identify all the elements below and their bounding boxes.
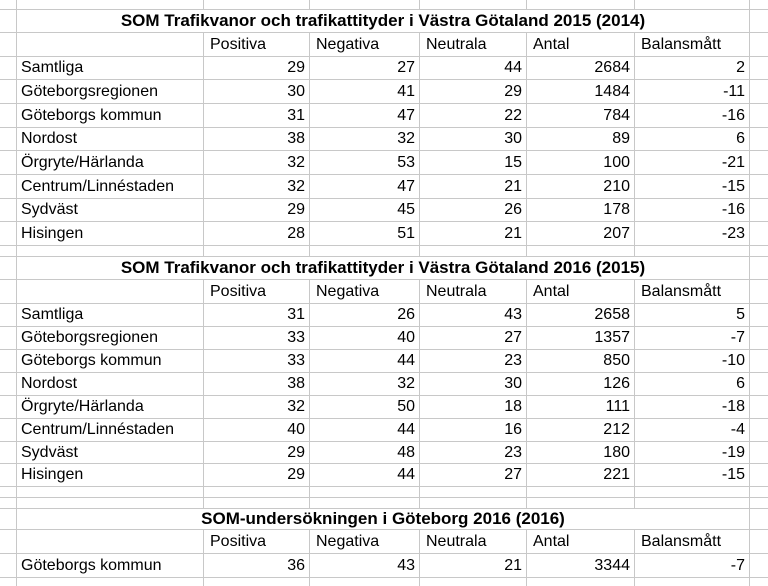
empty-cell	[635, 578, 750, 586]
antal-value-cell[interactable]: 221	[527, 464, 635, 486]
row-label-cell[interactable]: Sydväst	[17, 199, 204, 221]
table-title[interactable]: SOM Trafikvanor och trafikattityder i Västra Götaland 2016 (2015)	[17, 257, 750, 279]
row-label-cell[interactable]: Samtliga	[17, 304, 204, 326]
gutter-cell	[0, 257, 17, 279]
neutrala-value-cell[interactable]: 29	[420, 80, 527, 103]
negativa-value-cell[interactable]: 50	[310, 396, 420, 418]
table-data-row	[0, 104, 768, 128]
row-label-cell[interactable]: Sydväst	[17, 442, 204, 463]
spacer-row	[0, 578, 768, 586]
table-data-row	[0, 80, 768, 104]
balansmatt-value-cell[interactable]: -15	[635, 175, 750, 198]
antal-value-cell[interactable]: 212	[527, 419, 635, 441]
table-title-row	[0, 509, 768, 530]
neutrala-value-cell[interactable]: 26	[420, 199, 527, 221]
header-neutrala[interactable]: Neutrala	[420, 530, 527, 553]
balansmatt-value-cell[interactable]: -11	[635, 80, 750, 103]
table-data-row	[0, 396, 768, 419]
gutter-cell	[0, 104, 17, 127]
gutter-cell	[750, 396, 768, 418]
positiva-value-cell[interactable]: 32	[204, 151, 310, 174]
empty-cell	[310, 487, 420, 497]
header-neutrala[interactable]: Neutrala	[420, 280, 527, 303]
neutrala-value-cell[interactable]: 16	[420, 419, 527, 441]
gutter-cell	[750, 554, 768, 577]
negativa-value-cell[interactable]: 45	[310, 199, 420, 221]
antal-value-cell[interactable]: 850	[527, 350, 635, 372]
balansmatt-value-cell[interactable]: 2	[635, 57, 750, 79]
gutter-cell	[750, 304, 768, 326]
negativa-value-cell[interactable]: 47	[310, 104, 420, 127]
header-positiva[interactable]: Positiva	[204, 280, 310, 303]
balansmatt-value-cell[interactable]: -18	[635, 396, 750, 418]
balansmatt-value-cell[interactable]: -19	[635, 442, 750, 463]
header-antal[interactable]: Antal	[527, 280, 635, 303]
gutter-cell	[750, 350, 768, 372]
gutter-cell	[750, 257, 768, 279]
table-data-row	[0, 350, 768, 373]
row-label-cell[interactable]: Centrum/Linnéstaden	[17, 419, 204, 441]
gutter-cell	[0, 10, 17, 32]
table-data-row	[0, 464, 768, 487]
positiva-value-cell[interactable]: 29	[204, 57, 310, 79]
negativa-value-cell[interactable]: 32	[310, 128, 420, 150]
table-data-row	[0, 304, 768, 327]
empty-cell	[17, 487, 204, 497]
row-label-cell[interactable]: Hisingen	[17, 222, 204, 245]
positiva-value-cell[interactable]: 29	[204, 199, 310, 221]
negativa-value-cell[interactable]: 48	[310, 442, 420, 463]
positiva-value-cell[interactable]: 38	[204, 373, 310, 395]
empty-cell	[204, 487, 310, 497]
empty-cell	[635, 0, 750, 9]
row-label-cell[interactable]: Nordost	[17, 128, 204, 150]
empty-cell	[420, 0, 527, 9]
balansmatt-value-cell[interactable]: -21	[635, 151, 750, 174]
empty-cell	[420, 246, 527, 256]
empty-cell	[420, 498, 527, 508]
table-data-row	[0, 175, 768, 199]
empty-cell[interactable]	[17, 280, 204, 303]
spacer-row	[0, 487, 768, 498]
negativa-value-cell[interactable]: 32	[310, 373, 420, 395]
gutter-cell	[750, 104, 768, 127]
gutter-cell	[0, 419, 17, 441]
header-antal[interactable]: Antal	[527, 530, 635, 553]
negativa-value-cell[interactable]: 27	[310, 57, 420, 79]
antal-value-cell[interactable]: 89	[527, 128, 635, 150]
gutter-cell	[0, 509, 17, 529]
gutter-cell	[0, 373, 17, 395]
positiva-value-cell[interactable]: 33	[204, 350, 310, 372]
row-label-cell[interactable]: Nordost	[17, 373, 204, 395]
spacer-row	[0, 246, 768, 257]
gutter-cell	[0, 57, 17, 79]
antal-value-cell[interactable]: 126	[527, 373, 635, 395]
balansmatt-value-cell[interactable]: 6	[635, 128, 750, 150]
antal-value-cell[interactable]: 1484	[527, 80, 635, 103]
antal-value-cell[interactable]: 178	[527, 199, 635, 221]
positiva-value-cell[interactable]: 31	[204, 304, 310, 326]
empty-cell	[750, 578, 768, 586]
row-label-cell[interactable]: Göteborgsregionen	[17, 327, 204, 349]
empty-cell	[750, 487, 768, 497]
empty-cell	[527, 246, 635, 256]
gutter-cell	[750, 57, 768, 79]
balansmatt-value-cell[interactable]: -16	[635, 104, 750, 127]
gutter-cell	[0, 280, 17, 303]
empty-cell[interactable]	[17, 530, 204, 553]
neutrala-value-cell[interactable]: 43	[420, 304, 527, 326]
balansmatt-value-cell[interactable]: -7	[635, 554, 750, 577]
table-data-row	[0, 57, 768, 80]
gutter-cell	[0, 304, 17, 326]
row-label-cell[interactable]: Göteborgsregionen	[17, 80, 204, 103]
gutter-cell	[0, 464, 17, 486]
table-data-row	[0, 199, 768, 222]
balansmatt-value-cell[interactable]: -4	[635, 419, 750, 441]
table-data-row	[0, 151, 768, 175]
negativa-value-cell[interactable]: 41	[310, 80, 420, 103]
gutter-cell	[750, 80, 768, 103]
gutter-cell	[750, 222, 768, 245]
antal-value-cell[interactable]: 210	[527, 175, 635, 198]
header-negativa[interactable]: Negativa	[310, 530, 420, 553]
table-title-row	[0, 10, 768, 33]
antal-value-cell[interactable]: 3344	[527, 554, 635, 577]
gutter-cell	[750, 199, 768, 221]
neutrala-value-cell[interactable]: 27	[420, 327, 527, 349]
positiva-value-cell[interactable]: 28	[204, 222, 310, 245]
negativa-value-cell[interactable]: 53	[310, 151, 420, 174]
gutter-cell	[0, 175, 17, 198]
antal-value-cell[interactable]: 207	[527, 222, 635, 245]
row-label-cell[interactable]: Örgryte/Härlanda	[17, 151, 204, 174]
header-negativa[interactable]: Negativa	[310, 33, 420, 56]
table-data-row	[0, 128, 768, 151]
empty-cell	[420, 487, 527, 497]
table-data-row	[0, 554, 768, 578]
empty-cell	[17, 578, 204, 586]
table-data-row	[0, 419, 768, 442]
table-title[interactable]: SOM-undersökningen i Göteborg 2016 (2016)	[17, 509, 750, 529]
negativa-value-cell[interactable]: 47	[310, 175, 420, 198]
empty-cell	[750, 0, 768, 9]
table-title[interactable]: SOM Trafikvanor och trafikattityder i Västra Götaland 2015 (2014)	[17, 10, 750, 32]
gutter-cell	[750, 530, 768, 553]
balansmatt-value-cell[interactable]: -10	[635, 350, 750, 372]
empty-cell	[527, 0, 635, 9]
balansmatt-value-cell[interactable]: 5	[635, 304, 750, 326]
gutter-cell	[750, 419, 768, 441]
antal-value-cell[interactable]: 784	[527, 104, 635, 127]
balansmatt-value-cell[interactable]: -23	[635, 222, 750, 245]
row-label-cell[interactable]: Göteborgs kommun	[17, 554, 204, 577]
neutrala-value-cell[interactable]: 23	[420, 442, 527, 463]
empty-cell	[420, 578, 527, 586]
negativa-value-cell[interactable]: 44	[310, 419, 420, 441]
table-title-row	[0, 257, 768, 280]
antal-value-cell[interactable]: 1357	[527, 327, 635, 349]
negativa-value-cell[interactable]: 40	[310, 327, 420, 349]
neutrala-value-cell[interactable]: 21	[420, 222, 527, 245]
neutrala-value-cell[interactable]: 23	[420, 350, 527, 372]
empty-cell[interactable]	[17, 33, 204, 56]
empty-cell	[635, 246, 750, 256]
empty-cell	[0, 487, 17, 497]
gutter-cell	[0, 442, 17, 463]
neutrala-value-cell[interactable]: 30	[420, 373, 527, 395]
empty-cell	[750, 498, 768, 508]
antal-value-cell[interactable]: 2684	[527, 57, 635, 79]
positiva-value-cell[interactable]: 32	[204, 396, 310, 418]
antal-value-cell[interactable]: 180	[527, 442, 635, 463]
gutter-cell	[0, 151, 17, 174]
gutter-cell	[0, 327, 17, 349]
empty-cell	[204, 578, 310, 586]
antal-value-cell[interactable]: 2658	[527, 304, 635, 326]
negativa-value-cell[interactable]: 51	[310, 222, 420, 245]
header-balansmatt[interactable]: Balansmått	[635, 33, 750, 56]
gutter-cell	[750, 373, 768, 395]
gutter-cell	[750, 10, 768, 32]
header-balansmatt[interactable]: Balansmått	[635, 280, 750, 303]
empty-cell	[204, 498, 310, 508]
row-label-cell[interactable]: Centrum/Linnéstaden	[17, 175, 204, 198]
balansmatt-value-cell[interactable]: 6	[635, 373, 750, 395]
row-label-cell[interactable]: Hisingen	[17, 464, 204, 486]
empty-cell	[0, 578, 17, 586]
gutter-cell	[750, 128, 768, 150]
gutter-cell	[0, 199, 17, 221]
positiva-value-cell[interactable]: 29	[204, 464, 310, 486]
neutrala-value-cell[interactable]: 18	[420, 396, 527, 418]
gutter-cell	[0, 80, 17, 103]
neutrala-value-cell[interactable]: 21	[420, 175, 527, 198]
spacer-row	[0, 0, 768, 10]
negativa-value-cell[interactable]: 44	[310, 464, 420, 486]
positiva-value-cell[interactable]: 30	[204, 80, 310, 103]
balansmatt-value-cell[interactable]: -16	[635, 199, 750, 221]
gutter-cell	[750, 151, 768, 174]
gutter-cell	[750, 327, 768, 349]
positiva-value-cell[interactable]: 32	[204, 175, 310, 198]
row-label-cell[interactable]: Göteborgs kommun	[17, 104, 204, 127]
empty-cell	[310, 246, 420, 256]
gutter-cell	[750, 464, 768, 486]
table-data-row	[0, 373, 768, 396]
gutter-cell	[750, 509, 768, 529]
gutter-cell	[750, 33, 768, 56]
row-label-cell[interactable]: Örgryte/Härlanda	[17, 396, 204, 418]
balansmatt-value-cell[interactable]: -7	[635, 327, 750, 349]
gutter-cell	[0, 530, 17, 553]
gutter-cell	[0, 396, 17, 418]
empty-cell	[527, 498, 635, 508]
header-negativa[interactable]: Negativa	[310, 280, 420, 303]
header-positiva[interactable]: Positiva	[204, 530, 310, 553]
antal-value-cell[interactable]: 100	[527, 151, 635, 174]
neutrala-value-cell[interactable]: 21	[420, 554, 527, 577]
neutrala-value-cell[interactable]: 27	[420, 464, 527, 486]
empty-cell	[310, 578, 420, 586]
positiva-value-cell[interactable]: 29	[204, 442, 310, 463]
gutter-cell	[0, 128, 17, 150]
table-header-row	[0, 33, 768, 57]
positiva-value-cell[interactable]: 33	[204, 327, 310, 349]
gutter-cell	[750, 175, 768, 198]
empty-cell	[635, 487, 750, 497]
positiva-value-cell[interactable]: 38	[204, 128, 310, 150]
gutter-cell	[750, 280, 768, 303]
balansmatt-value-cell[interactable]: -15	[635, 464, 750, 486]
empty-cell	[310, 498, 420, 508]
table-header-row	[0, 530, 768, 554]
empty-cell	[204, 246, 310, 256]
positiva-value-cell[interactable]: 36	[204, 554, 310, 577]
neutrala-value-cell[interactable]: 15	[420, 151, 527, 174]
empty-cell	[635, 498, 750, 508]
empty-cell	[750, 246, 768, 256]
header-neutrala[interactable]: Neutrala	[420, 33, 527, 56]
positiva-value-cell[interactable]: 40	[204, 419, 310, 441]
empty-cell	[204, 0, 310, 9]
positiva-value-cell[interactable]: 31	[204, 104, 310, 127]
table-data-row	[0, 327, 768, 350]
table-data-row	[0, 442, 768, 464]
table-data-row	[0, 222, 768, 246]
negativa-value-cell[interactable]: 44	[310, 350, 420, 372]
gutter-cell	[0, 554, 17, 577]
negativa-value-cell[interactable]: 43	[310, 554, 420, 577]
empty-cell	[17, 498, 204, 508]
header-balansmatt[interactable]: Balansmått	[635, 530, 750, 553]
header-antal[interactable]: Antal	[527, 33, 635, 56]
gutter-cell	[0, 350, 17, 372]
header-positiva[interactable]: Positiva	[204, 33, 310, 56]
negativa-value-cell[interactable]: 26	[310, 304, 420, 326]
spacer-row	[0, 498, 768, 509]
empty-cell	[0, 246, 17, 256]
gutter-cell	[0, 33, 17, 56]
gutter-cell	[0, 222, 17, 245]
gutter-cell	[750, 442, 768, 463]
empty-cell	[310, 0, 420, 9]
empty-cell	[17, 0, 204, 9]
row-label-cell[interactable]: Göteborgs kommun	[17, 350, 204, 372]
neutrala-value-cell[interactable]: 30	[420, 128, 527, 150]
antal-value-cell[interactable]: 111	[527, 396, 635, 418]
empty-cell	[0, 0, 17, 9]
neutrala-value-cell[interactable]: 22	[420, 104, 527, 127]
empty-cell	[17, 246, 204, 256]
empty-cell	[0, 498, 17, 508]
row-label-cell[interactable]: Samtliga	[17, 57, 204, 79]
table-header-row	[0, 280, 768, 304]
empty-cell	[527, 487, 635, 497]
empty-cell	[527, 578, 635, 586]
neutrala-value-cell[interactable]: 44	[420, 57, 527, 79]
